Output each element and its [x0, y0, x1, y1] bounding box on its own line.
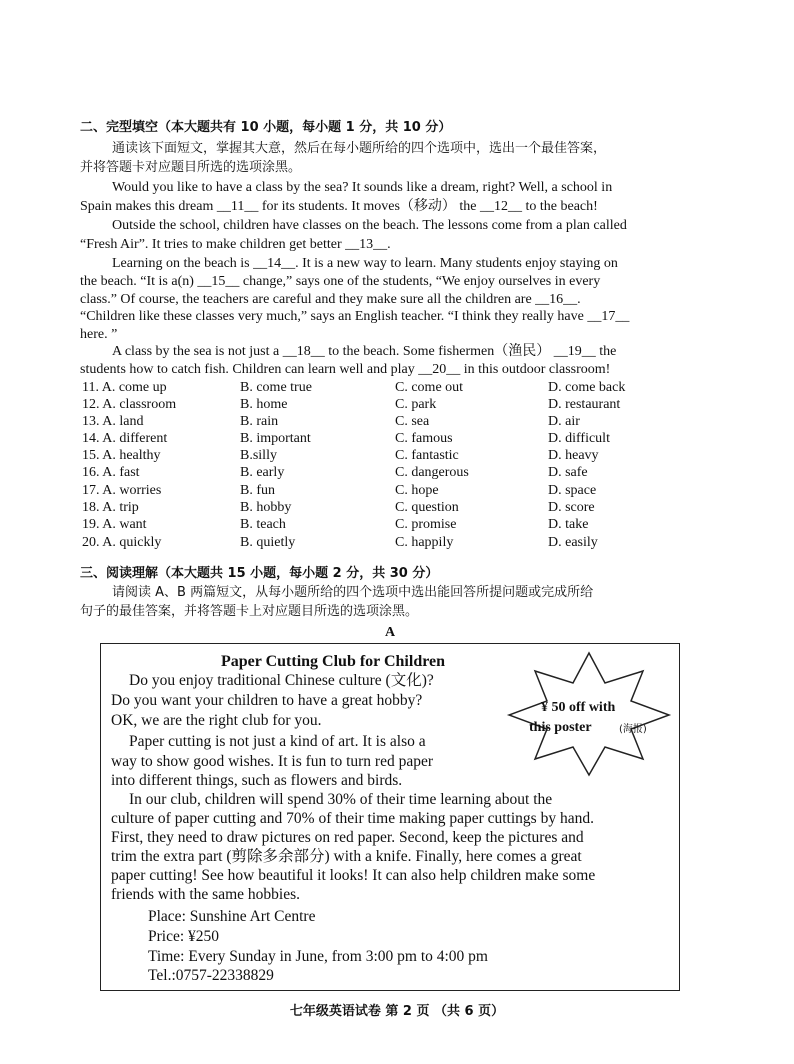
option-c: C. sea: [395, 414, 430, 429]
option-d: D. restaurant: [548, 397, 621, 412]
poster-line: Do you want your children to have a great hobby?: [111, 692, 423, 709]
passage-line: here. ”: [80, 327, 118, 342]
poster-place: Place: Sunshine Art Centre: [148, 908, 316, 925]
option-b: B. hobby: [240, 500, 292, 515]
poster-tel: Tel.:0757-22338829: [148, 967, 274, 984]
poster-box: [100, 643, 680, 991]
passage-line: “Children like these classes very much,” says an English teacher. “I think they really have __17__: [80, 309, 630, 324]
poster-line: trim the extra part (剪除多余部分) with a knife. Finally, here comes a great: [111, 848, 582, 865]
option-b: B. early: [240, 465, 285, 480]
passage-line: class.” Of course, the teachers are careful and they make sure all the children are __16__.: [80, 292, 581, 307]
option-c: C. come out: [395, 380, 464, 395]
option-c: C. happily: [395, 535, 454, 550]
option-c: C. hope: [395, 483, 439, 498]
option-d: D. air: [548, 414, 580, 429]
option-d: D. space: [548, 483, 597, 498]
option-a: 14. A. different: [82, 431, 168, 446]
poster-line: culture of paper cutting and 70% of their time making paper cuttings by hand.: [111, 810, 594, 827]
option-a: 16. A. fast: [82, 465, 140, 480]
poster-time: Time: Every Sunday in June, from 3:00 pm to 4:00 pm: [148, 948, 488, 965]
poster-title: Paper Cutting Club for Children: [221, 653, 446, 670]
passage-line: Spain makes this dream __11__ for its students. It moves（移动） the __12__ to the beach!: [80, 199, 598, 214]
section2-title: 二、完型填空（本大题共有 10 小题，每小题 1 分，共 10 分）: [80, 120, 452, 135]
poster-line: OK, we are the right club for you.: [111, 712, 322, 729]
option-c: C. famous: [395, 431, 453, 446]
passage-line: the beach. “It is a(n) __15__ change,” says one of the students, “We enjoy ourselves in every: [80, 274, 601, 289]
poster-line: friends with the same hobbies.: [111, 886, 300, 903]
option-a: 11. A. come up: [82, 380, 167, 395]
option-a: 13. A. land: [82, 414, 144, 429]
option-d: D. easily: [548, 535, 598, 550]
option-d: D. come back: [548, 380, 626, 395]
option-b: B. fun: [240, 483, 275, 498]
section2-instruction: 并将答题卡对应题目所选的选项涂黑。: [80, 160, 302, 175]
option-c: C. promise: [395, 517, 457, 532]
option-a: 17. A. worries: [82, 483, 162, 498]
poster-line: Do you enjoy traditional Chinese culture (文化)?: [129, 672, 434, 689]
option-c: C. question: [395, 500, 459, 515]
option-d: D. take: [548, 517, 589, 532]
option-b: B. rain: [240, 414, 279, 429]
option-b: B. important: [240, 431, 311, 446]
poster-line: In our club, children will spend 30% of their time learning about the: [129, 791, 553, 808]
passage-line: Outside the school, children have classes on the beach. The lessons come from a plan called: [112, 218, 627, 233]
star-badge-text: ¥ 50 off with: [541, 700, 616, 715]
poster-line: into different things, such as flowers and birds.: [111, 772, 403, 789]
star-badge-note: (海报): [619, 724, 647, 735]
option-c: C. dangerous: [395, 465, 469, 480]
option-d: D. heavy: [548, 448, 599, 463]
option-d: D. difficult: [548, 431, 610, 446]
option-b: B.silly: [240, 448, 277, 463]
option-d: D. score: [548, 500, 595, 515]
option-b: B. teach: [240, 517, 286, 532]
passage-line: Learning on the beach is __14__. It is a new way to learn. Many students enjoy staying on: [112, 256, 618, 271]
section3-instruction: 请阅读 A、B 两篇短文，从每小题所给的四个选项中选出能回答所提问题或完成所给: [112, 585, 594, 600]
section3-instruction: 句子的最佳答案，并将答题卡上对应题目所选的选项涂黑。: [80, 604, 419, 619]
poster-line: paper cutting! See how beautiful it looks! It can also help children make some: [111, 867, 596, 884]
poster-line: Paper cutting is not just a kind of art. It is also a: [129, 733, 426, 750]
option-a: 18. A. trip: [82, 500, 139, 515]
option-a: 15. A. healthy: [82, 448, 161, 463]
page-footer: 七年级英语试卷 第 2 页 （共 6 页）: [289, 1004, 505, 1019]
passage-line: Would you like to have a class by the sea? It sounds like a dream, right? Well, a school in: [112, 180, 613, 195]
option-c: C. park: [395, 397, 437, 412]
passage-label: A: [385, 625, 396, 640]
option-a: 12. A. classroom: [82, 397, 177, 412]
passage-line: “Fresh Air”. It tries to make children get better __13__.: [80, 237, 391, 252]
section3-title: 三、阅读理解（本大题共 15 小题，每小题 2 分，共 30 分）: [80, 566, 439, 581]
option-b: B. home: [240, 397, 288, 412]
option-b: B. come true: [240, 380, 312, 395]
passage-line: A class by the sea is not just a __18__ to the beach. Some fishermen（渔民） __19__ the: [112, 344, 617, 359]
option-c: C. fantastic: [395, 448, 459, 463]
star-badge-text: this poster: [529, 720, 592, 735]
option-d: D. safe: [548, 465, 588, 480]
option-b: B. quietly: [240, 535, 296, 550]
poster-price: Price: ¥250: [148, 928, 220, 945]
poster-line: First, they need to draw pictures on red paper. Second, keep the pictures and: [111, 829, 584, 846]
option-a: 19. A. want: [82, 517, 147, 532]
section2-instruction: 通读该下面短文，掌握其大意，然后在每小题所给的四个选项中，选出一个最佳答案，: [112, 141, 607, 156]
poster-line: way to show good wishes. It is fun to turn red paper: [111, 753, 434, 770]
passage-line: students how to catch fish. Children can learn well and play __20__ in this outdoor classroom!: [80, 362, 611, 377]
option-a: 20. A. quickly: [82, 535, 162, 550]
